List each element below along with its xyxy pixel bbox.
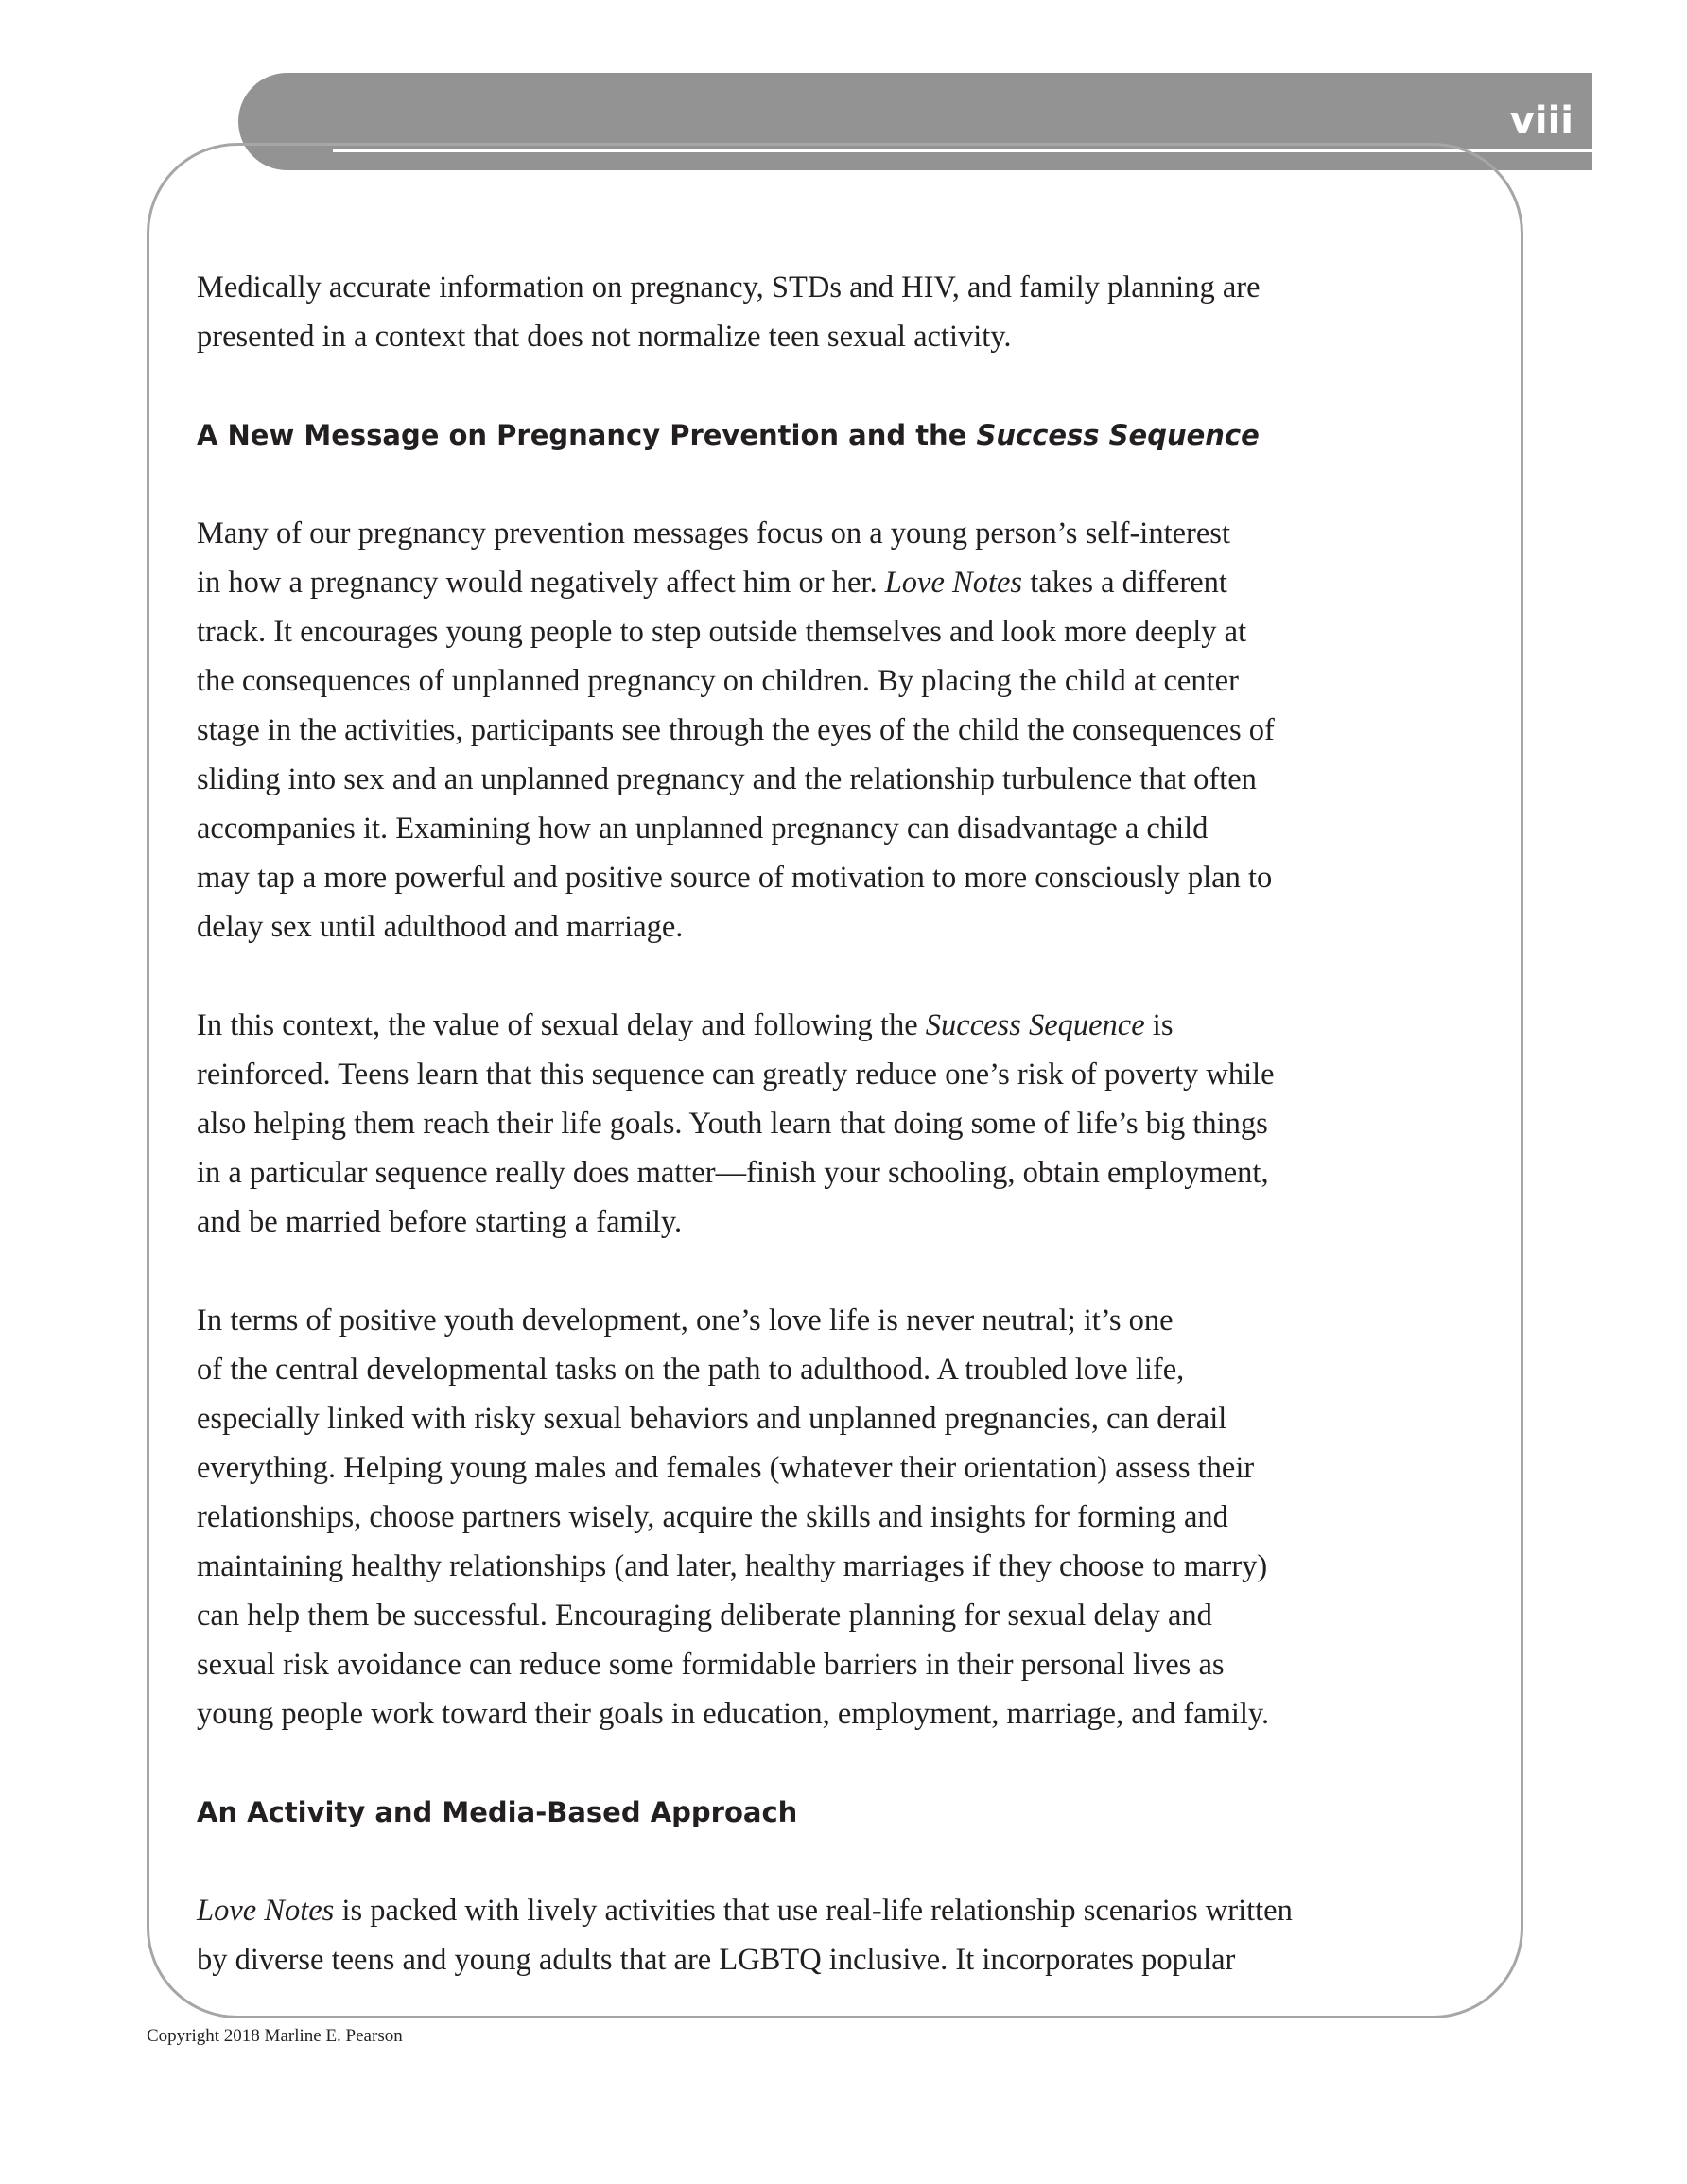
text-segment: takes a different <box>1022 566 1227 600</box>
text-line: presented in a context that does not normalize teen sexual activity. <box>197 320 1012 354</box>
text-line: everything. Helping young males and females (whatever their orientation) assess their <box>197 1451 1255 1485</box>
text-line: stage in the activities, participants see through the eyes of the child the consequences of <box>197 713 1275 747</box>
text-line: the consequences of unplanned pregnancy on children. By placing the child at center <box>197 664 1239 698</box>
text-line: Medically accurate information on pregnancy, STDs and HIV, and family planning are <box>197 271 1261 305</box>
text-line: and be married before starting a family. <box>197 1205 683 1239</box>
page-content <box>197 263 1502 2034</box>
text-line: also helping them reach their life goals. Youth learn that doing some of life’s big things <box>197 1107 1268 1141</box>
text-segment: is packed with lively activities that use real-life relationship scenarios written <box>334 1894 1293 1928</box>
text-line <box>197 558 1502 607</box>
text-line: relationships, choose partners wisely, acquire the skills and insights for forming and <box>197 1500 1228 1534</box>
text-line: by diverse teens and young adults that are LGBTQ inclusive. It incorporates popular <box>197 1943 1236 1977</box>
page-number: viii <box>1509 99 1574 143</box>
text-line: delay sex until adulthood and marriage. <box>197 910 684 944</box>
paragraph-activities <box>197 1886 1502 1984</box>
text-line: sliding into sex and an unplanned pregnancy and the relationship turbulence that often <box>197 762 1257 796</box>
heading-italic-text: Success Sequence <box>976 419 1260 451</box>
text-line: track. It encourages young people to step outside themselves and look more deeply at <box>197 615 1247 649</box>
heading-text: A New Message on Pregnancy Prevention and the <box>197 419 977 451</box>
text-line <box>197 1001 1502 1050</box>
paragraph-youth-development <box>197 1296 1502 1738</box>
text-line: In terms of positive youth development, one’s love life is never neutral; it’s one <box>197 1303 1174 1337</box>
text-segment: in how a pregnancy would negatively affect him or her. <box>197 566 885 600</box>
text-line: sexual risk avoidance can reduce some formidable barriers in their personal lives as <box>197 1648 1225 1682</box>
paragraph-intro <box>197 263 1502 361</box>
italic-title: Love Notes <box>884 566 1023 600</box>
text-line: especially linked with risky sexual behaviors and unplanned pregnancies, can derail <box>197 1402 1227 1436</box>
section-heading-activity-approach: An Activity and Media-Based Approach <box>197 1796 798 1828</box>
text-line: maintaining healthy relationships (and later, healthy marriages if they choose to marry) <box>197 1549 1268 1583</box>
text-line: in a particular sequence really does matter—finish your schooling, obtain employment, <box>197 1156 1269 1190</box>
text-line: can help them be successful. Encouraging deliberate planning for sexual delay and <box>197 1599 1212 1633</box>
text-line: accompanies it. Examining how an unplanned pregnancy can disadvantage a child <box>197 812 1209 846</box>
paragraph-pregnancy-messages <box>197 509 1502 952</box>
text-line: young people work toward their goals in education, employment, marriage, and family. <box>197 1697 1270 1731</box>
text-line: may tap a more powerful and positive source of motivation to more consciously plan to <box>197 861 1273 895</box>
copyright-footer: Copyright 2018 Marline E. Pearson <box>147 2026 403 2046</box>
paragraph-success-sequence <box>197 1001 1502 1247</box>
italic-term: Success Sequence <box>925 1008 1145 1042</box>
section-heading-pregnancy-prevention <box>197 411 1502 460</box>
text-line: of the central developmental tasks on the path to adulthood. A troubled love life, <box>197 1353 1185 1387</box>
text-segment: is <box>1144 1008 1174 1042</box>
text-segment: In this context, the value of sexual delay and following the <box>197 1008 926 1042</box>
italic-title: Love Notes <box>197 1894 335 1928</box>
text-line <box>197 1886 1502 1935</box>
text-line: reinforced. Teens learn that this sequence can greatly reduce one’s risk of poverty while <box>197 1057 1275 1092</box>
text-line: Many of our pregnancy prevention messages focus on a young person’s self-interest <box>197 516 1230 550</box>
